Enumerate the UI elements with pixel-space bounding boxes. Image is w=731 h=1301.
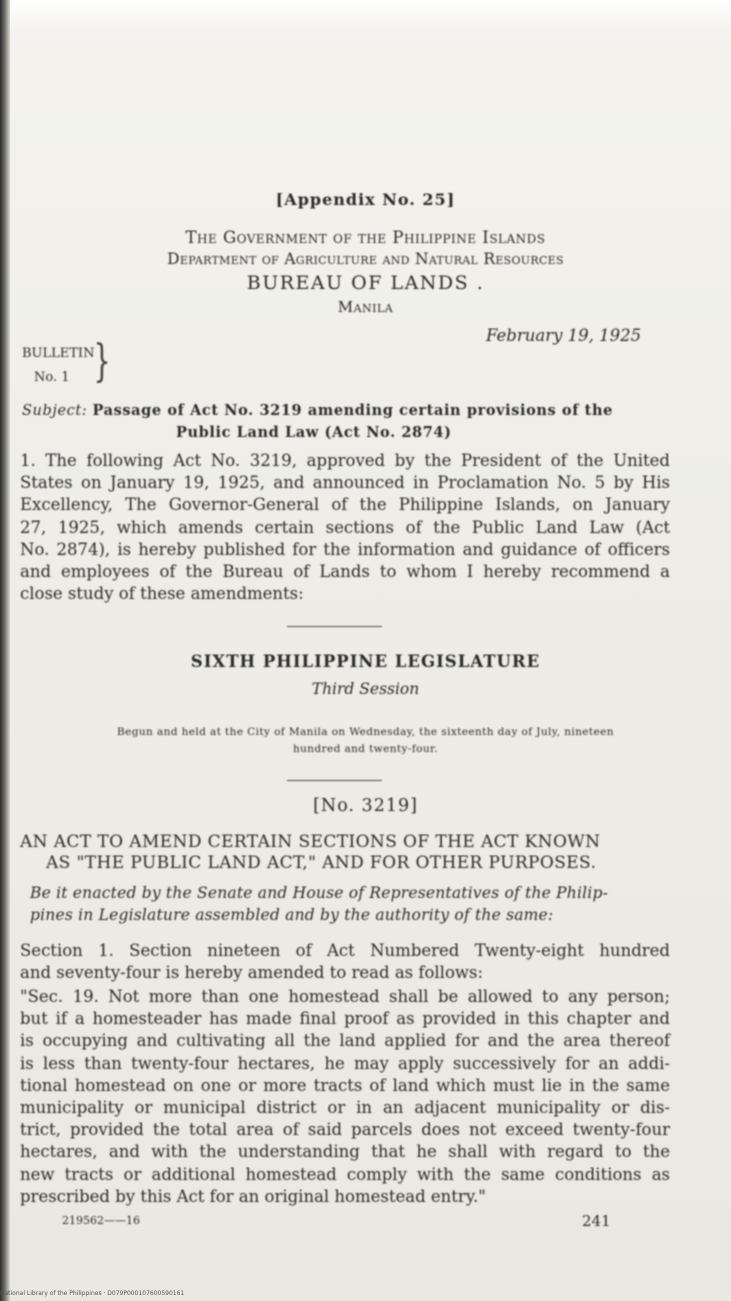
subject-text-2: Public Land Law (Act No. 2874) <box>176 424 452 441</box>
section-1-line: Section 1. Section nineteen of Act Numbered Twenty-eight hundred <box>20 941 670 960</box>
enacting-clause-line-1: Be it enacted by the Senate and House of Representatives of the Philip- <box>30 884 609 902</box>
legislature-title: SIXTH PHILIPPINE LEGISLATURE <box>190 652 541 671</box>
intro-paragraph <box>20 450 670 605</box>
city-heading: Manila <box>337 298 394 316</box>
enacting-clause-line-2: pines in Legislature assembled and by the authority of the same: <box>30 906 554 924</box>
print-code: 219562——16 <box>62 1214 140 1227</box>
intro-line: 27, 1925, which amends certain sections of the Public Land Law (Act <box>20 517 670 537</box>
sec-19-line: hectares, and with the understanding that he shall with regard to the <box>20 1142 670 1162</box>
intro-line: No. 2874), is hereby published for the information and guidance of officers <box>20 539 670 559</box>
section-1-line: and seventy-four is hereby amended to read as follows: <box>20 963 484 983</box>
page-number: 241 <box>582 1212 611 1230</box>
section-1-paragraph <box>20 940 670 984</box>
intro-line: and employees of the Bureau of Lands to whom I hereby recommend a <box>20 562 670 582</box>
intro-line: Excellency, The Governor-General of the Philippine Islands, on January <box>20 495 670 515</box>
bulletin-number: No. 1 <box>34 370 70 385</box>
bulletin-label: BULLETIN <box>22 346 95 361</box>
document-date: February 19, 1925 <box>486 326 642 345</box>
sec-19-line: is less than twenty-four hectares, he may apply successively for an addi- <box>20 1053 670 1073</box>
sec-19-paragraph <box>20 986 670 1208</box>
act-title-line-2: AS "THE PUBLIC LAND ACT," AND FOR OTHER PURPOSES. <box>46 853 597 873</box>
sec-19-line: new tracts or additional homestead comply with the same conditions as <box>20 1164 670 1184</box>
subject-label: Subject: <box>22 403 88 419</box>
act-number: [No. 3219] <box>313 796 418 816</box>
sec-19-line: "Sec. 19. Not more than one homestead shall be allowed to any person; <box>20 987 670 1006</box>
begun-line-1: Begun and held at the City of Manila on Wednesday, the sixteenth day of July, nineteen <box>117 726 614 738</box>
act-title-line-1: AN ACT TO AMEND CERTAIN SECTIONS OF THE ACT KNOWN <box>20 832 601 852</box>
divider-rule <box>287 780 382 781</box>
bulletin-brace: } <box>93 336 111 387</box>
divider-rule <box>287 626 382 627</box>
intro-line: States on January 19, 1925, and announced in Proclamation No. 5 by His <box>20 473 670 493</box>
sec-19-line: is occupying and cultivating all the land applied for and the area thereof <box>20 1031 670 1051</box>
department-heading: Department of Agriculture and Natural Resources <box>167 250 564 268</box>
sec-19-line: trict, provided the total area of said parcels does not exceed twenty-four <box>20 1120 670 1140</box>
intro-line: 1. The following Act No. 3219, approved by the President of the United <box>20 451 670 470</box>
bureau-heading: BUREAU OF LANDS . <box>246 272 485 294</box>
session-title: Third Session <box>311 680 420 698</box>
sec-19-line: tional homestead on one or more tracts of land which must lie in the same <box>20 1075 670 1095</box>
sec-19-line: prescribed by this Act for an original homestead entry." <box>20 1186 486 1206</box>
begun-line-2: hundred and twenty-four. <box>292 743 439 755</box>
subject-line-1 <box>22 402 613 419</box>
sec-19-line: but if a homesteader has made final proof as provided in this chapter and <box>20 1009 670 1029</box>
scan-credit: National Library of the Philippines · D079P000107600590161 <box>0 1290 185 1297</box>
intro-line: close study of these amendments: <box>20 584 304 604</box>
sec-19-line: municipality or municipal district or in an adjacent municipality or dis- <box>20 1098 670 1118</box>
subject-text-1: Passage of Act No. 3219 amending certain provisions of the <box>92 402 613 419</box>
appendix-label: [Appendix No. 25] <box>275 190 456 209</box>
government-heading: The Government of the Philippine Islands <box>185 228 546 247</box>
